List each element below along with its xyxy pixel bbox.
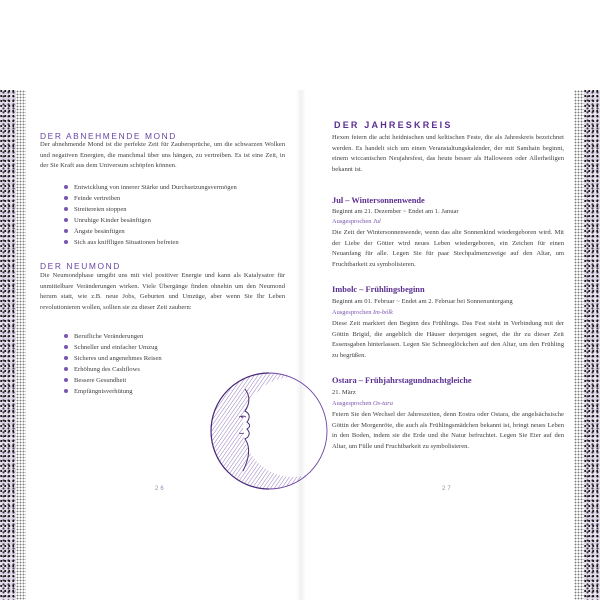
- bullet-icon: [64, 334, 68, 338]
- list-item: Sicheres und angenehmes Reisen: [64, 353, 162, 364]
- bullet-icon: [64, 240, 68, 244]
- heading-waning-moon: DER ABNEHMENDE MOND: [40, 131, 177, 141]
- bullet-icon: [64, 378, 68, 382]
- list-item: Streitereien stoppen: [64, 204, 237, 215]
- list-item: Unruhige Kinder besänftigen: [64, 215, 237, 226]
- bullet-icon: [64, 356, 68, 360]
- page-number-left: 26: [155, 486, 166, 492]
- bullet-icon: [64, 207, 68, 211]
- bullet-icon: [64, 185, 68, 189]
- list-item: Empfängnisverhütung: [64, 386, 162, 397]
- right-page-edge-texture: [584, 90, 600, 600]
- right-page-edge-speckle: [574, 90, 584, 600]
- left-page-edge-speckle: [16, 90, 26, 600]
- list-new-moon: [64, 331, 162, 397]
- bullet-icon: [64, 345, 68, 349]
- festival-dates-imbolc: Beginnt am 01. Februar ~ Endet am 2. Februar bei Sonnenuntergang: [332, 298, 513, 305]
- list-item: Erhöhung des Cashflows: [64, 364, 162, 375]
- list-item: Bessere Gesundheit: [64, 375, 162, 386]
- heading-wheel-of-year: DER JAHRESKREIS: [334, 120, 453, 130]
- festival-text-jul: Die Zeit der Wintersonnenwende, wenn das alte Sonnenkind wiedergeboren wird. Mit der Liebe der Götter wird neues Leben wiedergeboren, ein Zeichen für einen Neuanfang für alle. Legen Sie für paar Stechpalmenzweige auf den Altar, um Fruchtbarkeit zu symbolisieren.: [332, 229, 564, 268]
- bullet-icon: [64, 229, 68, 233]
- list-item: Berufliche Veränderungen: [64, 331, 162, 342]
- bullet-icon: [64, 218, 68, 222]
- list-item: Feinde vertreiben: [64, 193, 237, 204]
- festival-title-jul: Jul – Wintersonnenwende: [332, 196, 425, 205]
- heading-new-moon: DER NEUMOND: [40, 261, 121, 271]
- book-gutter: [296, 90, 306, 600]
- list-item: Schneller und einfacher Umzug: [64, 342, 162, 353]
- bullet-icon: [64, 196, 68, 200]
- crescent-moon-face-icon: [205, 367, 333, 495]
- list-item: Entwicklung von innerer Stärke und Durchsetzungsvermögen: [64, 182, 237, 193]
- bullet-icon: [64, 389, 68, 393]
- festival-pronunciation-imbolc: Ausgesprochen Im-bólk: [332, 309, 393, 316]
- festival-pronunciation-jul: Ausgesprochen Jul: [332, 218, 381, 225]
- page-number-right: 27: [442, 486, 453, 492]
- festival-dates-ostara: 21. März: [332, 389, 356, 396]
- festival-text-ostara: Feiern Sie den Wechsel der Jahreszeiten, denn Eostra oder Ostara, die angelsächsische Göttin der Morgenröte, die auch als Frühlingsmädchen bekannt ist, bringt neues Leben in den Boden, indem sie die Erde und die Natur befruchtet. Legen Sie Eier auf den Altar, um Fülle und Fruchtbarkeit zu symbolisieren.: [332, 411, 564, 450]
- festival-text-imbolc: Diese Zeit markiert den Beginn des Frühlings. Das Fest steht in Verbindung mit der Göttin Brigid, die angeblich die Häuser derjenigen segnet, die ihr zu dieser Zeit Essensgaben hinterlassen. Legen Sie Schneeglöckchen auf den Altar, um den Frühling zu begrüßen.: [332, 320, 564, 359]
- list-waning-moon: [64, 182, 237, 248]
- festival-dates-jul: Beginnt am 21. Dezember ~ Endet am 1. Januar: [332, 208, 459, 215]
- left-page-edge-texture: [0, 90, 16, 600]
- paragraph-waning-moon: Der abnehmende Mond ist die perfekte Zeit für Zaubersprüche, um die schwarzen Wolken und negativen Energien, die manchmal über uns hängen, zu vertreiben. Es ist eine Zeit, in der Sie Kraft aus dem Universum schöpfen können.: [40, 141, 285, 170]
- bullet-icon: [64, 367, 68, 371]
- paragraph-new-moon: Die Neumondphase umgibt uns mit viel positiver Energie und kann als Katalysator für unmittelbare Veränderungen wirken. Viele Übergänge finden ohnehin um den Neumond herum statt, wie z.B. neue Jobs, Geburten und Umzüge, aber wenn Sie Ihr Leben revolutionieren wollen, sollten sie zu dieser Zeit zaubern:: [40, 272, 285, 311]
- festival-pronunciation-ostara: Ausgesprochen Os-tara: [332, 400, 393, 407]
- festival-title-imbolc: Imbolc – Frühlingsbeginn: [332, 285, 425, 294]
- paragraph-wheel-of-year-intro: Hexen feiern die acht heidnischen und keltischen Feste, die als Jahreskreis bezeichnet werden. Es handelt sich um einen Veranstaltungskalender, der mit Samhain beginnt, einem wiccanischen Neujahrsfest, das heute besser als Halloween oder Allerheiligen bekannt ist.: [332, 134, 564, 173]
- list-item: Sich aus kniffligen Situationen befreien: [64, 237, 237, 248]
- list-item: Ängste besänftigen: [64, 226, 237, 237]
- festival-title-ostara: Ostara – Frühjahrstagundnachtgleiche: [332, 376, 472, 385]
